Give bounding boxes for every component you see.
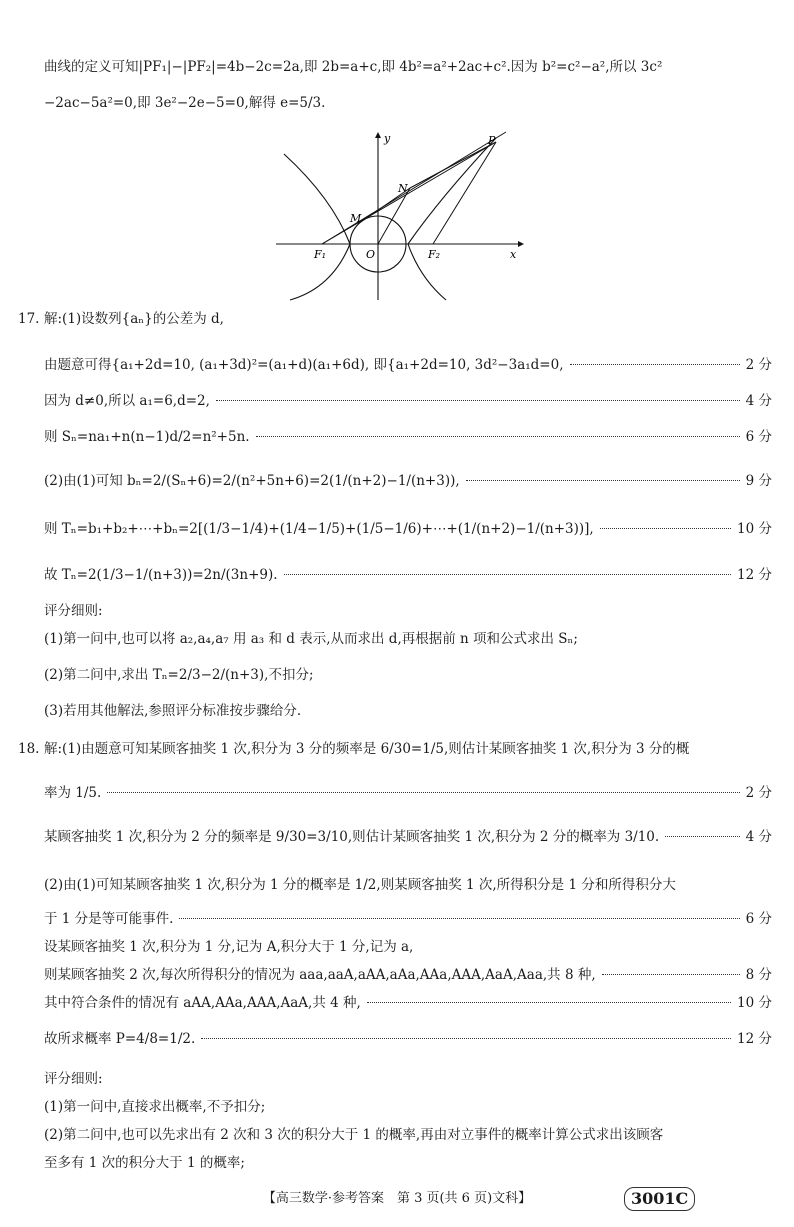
q18-note: (2)第二问中,也可以先求出有 2 次和 3 次的积分大于 1 的概率,再由对立事件的概率计算公式求出该顾客 <box>44 1127 664 1143</box>
q18-line: 于 1 分是等可能事件. 6 分 <box>44 911 772 927</box>
q17-line: 则 Sₙ=na₁+n(n−1)d/2=n²+5n. 6 分 <box>44 429 772 445</box>
q18-notes-title: 评分细则: <box>44 1071 103 1087</box>
q18-line: 故所求概率 P=4/8=1/2. 12 分 <box>44 1031 772 1047</box>
point-f1-label: F₁ <box>314 248 327 261</box>
q17-line: 则 Tₙ=b₁+b₂+⋯+bₙ=2[(1/3−1/4)+(1/4−1/5)+(1/5−1/6)+⋯+(1/(n+2)−1/(n+3))], 10 分 <box>44 521 772 537</box>
q17-note: (1)第一问中,也可以将 a₂,a₄,a₇ 用 a₃ 和 d 表示,从而求出 d,再根据前 n 项和公式求出 Sₙ; <box>44 631 578 647</box>
q17-line: 因为 d≠0,所以 a₁=6,d=2, 4 分 <box>44 393 772 409</box>
footer-text: 【高三数学·参考答案 第 3 页(共 6 页)文科】 <box>262 1191 532 1206</box>
q18-line: 解:(1)由题意可知某顾客抽奖 1 次,积分为 3 分的频率是 6/30=1/5,则估计某顾客抽奖 1 次,积分为 3 分的概 <box>44 741 690 757</box>
x-axis-label: x <box>510 248 517 261</box>
q18-number: 18. <box>18 741 40 757</box>
q18-line: 则某顾客抽奖 2 次,每次所得积分的情况为 aaa,aaA,aAA,aAa,AAa,AAA,AaA,Aaa,共 8 种, 8 分 <box>44 967 772 983</box>
q17-line: 故 Tₙ=2(1/3−1/(n+3))=2n/(3n+9). 12 分 <box>44 567 772 583</box>
hyperbola-figure <box>270 128 530 303</box>
point-f2-label: F₂ <box>428 248 441 261</box>
q18-note: 至多有 1 次的积分大于 1 的概率; <box>44 1155 245 1171</box>
q18-note: (1)第一问中,直接求出概率,不予扣分; <box>44 1099 266 1115</box>
q17-line: 由题意可得{a₁+2d=10, (a₁+3d)²=(a₁+d)(a₁+6d), 即{a₁+2d=10, 3d²−3a₁d=0, 2 分 <box>44 357 772 373</box>
intro-line-2: −2ac−5a²=0,即 3e²−2e−5=0,解得 e=5/3. <box>44 95 326 111</box>
q18-line: 率为 1/5. 2 分 <box>44 785 772 801</box>
paper-code-badge: 3001C <box>624 1187 695 1211</box>
q17-number: 17. <box>18 311 40 327</box>
point-n-label: N <box>398 182 408 195</box>
q17-note: (3)若用其他解法,参照评分标准按步骤给分. <box>44 703 302 719</box>
point-p-label: P <box>488 134 496 147</box>
q18-line: 设某顾客抽奖 1 次,积分为 1 分,记为 A,积分大于 1 分,记为 a, <box>44 939 414 955</box>
q18-line: (2)由(1)可知某顾客抽奖 1 次,积分为 1 分的概率是 1/2,则某顾客抽奖 1 次,所得积分是 1 分和所得积分大 <box>44 877 676 893</box>
origin-label: O <box>366 248 376 261</box>
q17-line: (2)由(1)可知 bₙ=2/(Sₙ+6)=2/(n²+5n+6)=2(1/(n+2)−1/(n+3)), 9 分 <box>44 473 772 489</box>
q17-notes-title: 评分细则: <box>44 603 103 619</box>
q17-line: 解:(1)设数列{aₙ}的公差为 d, <box>44 311 224 327</box>
q18-line: 某顾客抽奖 1 次,积分为 2 分的频率是 9/30=3/10,则估计某顾客抽奖 1 次,积分为 2 分的概率为 3/10. 4 分 <box>44 829 772 845</box>
q17-note: (2)第二问中,求出 Tₙ=2/3−2/(n+3),不扣分; <box>44 667 314 683</box>
page-footer <box>0 1189 794 1209</box>
intro-line-1: 曲线的定义可知|PF₁|−|PF₂|=4b−2c=2a,即 2b=a+c,即 4b²=a²+2ac+c².因为 b²=c²−a²,所以 3c² <box>44 59 663 75</box>
q18-line: 其中符合条件的情况有 aAA,AAa,AAA,AaA,共 4 种, 10 分 <box>44 995 772 1011</box>
y-axis-label: y <box>384 132 391 145</box>
point-m-label: M <box>350 212 362 225</box>
